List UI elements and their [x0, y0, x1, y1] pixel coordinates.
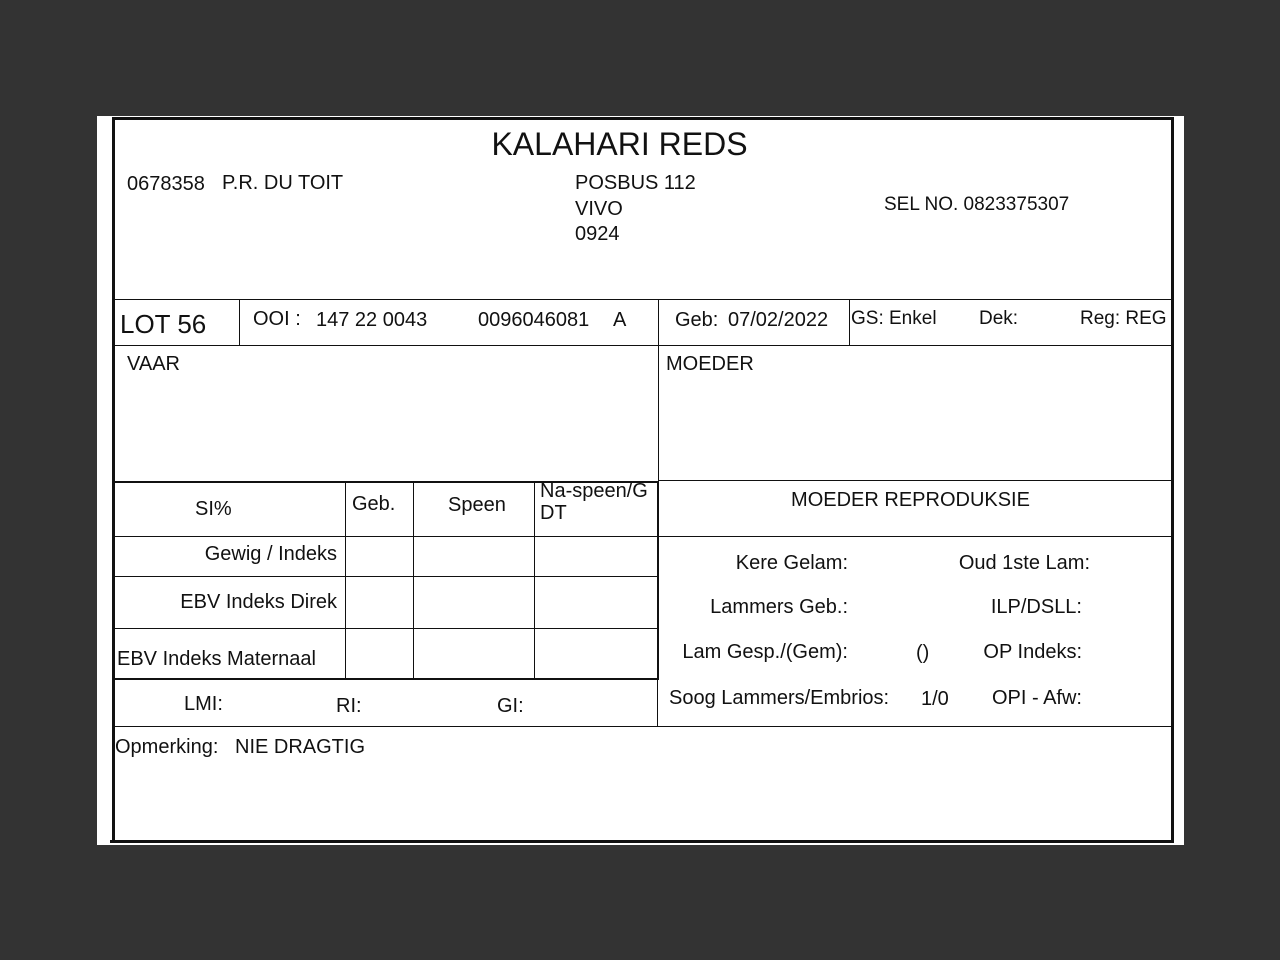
- line-center-parents: [658, 345, 659, 482]
- line-lot-top: [113, 299, 1173, 300]
- line-lot-div-2: [658, 299, 659, 346]
- line-si-row-1: [113, 576, 659, 577]
- frame-left: [112, 117, 115, 843]
- sire-label: VAAR: [127, 353, 180, 375]
- line-si-col-2: [413, 482, 414, 679]
- si-row-gewig: Gewig / Indeks: [204, 543, 337, 565]
- line-lot-div-1: [239, 299, 240, 346]
- lot-card: [97, 116, 1184, 845]
- si-header-speen: Speen: [448, 494, 506, 516]
- address-line-1: POSBUS 112: [575, 172, 696, 194]
- si-row-ebv-direk: EBV Indeks Direk: [180, 591, 337, 613]
- line-si-header: [113, 536, 659, 537]
- lammers-geb-label: Lammers Geb.:: [710, 596, 848, 618]
- phone-number: SEL NO. 0823375307: [884, 194, 1070, 215]
- remarks-value: NIE DRAGTIG: [235, 736, 366, 758]
- dam-label: MOEDER: [666, 353, 754, 375]
- registration: Reg: REG: [1080, 308, 1167, 329]
- line-si-col-1: [345, 482, 346, 679]
- oud-1ste-lam-label: Oud 1ste Lam:: [958, 552, 1090, 574]
- frame-top: [113, 117, 1174, 120]
- ooi-label: OOI :: [253, 308, 301, 330]
- address-line-3: 0924: [575, 223, 620, 245]
- breeder-number: 0678358: [127, 173, 205, 195]
- mating-label: Dek:: [979, 308, 1019, 329]
- ilp-dsll-label: ILP/DSLL:: [990, 596, 1082, 618]
- breeder-name: P.R. DU TOIT: [222, 172, 344, 194]
- repro-title: MOEDER REPRODUKSIE: [791, 489, 1030, 511]
- lmi-label: LMI:: [184, 693, 223, 715]
- birth-date-label: Geb:: [675, 309, 719, 331]
- lot-number: LOT 56: [120, 309, 207, 339]
- line-indices-bottom: [113, 726, 1173, 727]
- kere-gelam-label: Kere Gelam:: [735, 552, 848, 574]
- si-header-si: SI%: [195, 498, 232, 520]
- gi-label: GI:: [497, 695, 524, 717]
- soog-lammers-value: 1/0: [921, 688, 949, 710]
- birth-date: 07/02/2022: [728, 309, 829, 331]
- lam-gesp-value: (): [916, 642, 930, 664]
- ooi-number: 147 22 0043: [316, 309, 428, 331]
- line-parents-bottom-right: [658, 480, 1173, 481]
- ri-label: RI:: [336, 695, 362, 717]
- line-si-col-3: [534, 482, 535, 679]
- line-lot-bottom: [113, 345, 1173, 346]
- line-si-bottom: [113, 678, 659, 680]
- line-repro-header: [658, 536, 1173, 537]
- si-header-geb: Geb.: [352, 493, 396, 515]
- remarks-label: Opmerking:: [115, 736, 219, 758]
- op-indeks-label: OP Indeks:: [983, 641, 1082, 663]
- card-title: KALAHARI REDS: [491, 126, 748, 162]
- birth-status: GS: Enkel: [851, 308, 937, 329]
- si-header-naspeen: Na-speen/GDT: [540, 480, 648, 524]
- line-si-row-2: [113, 628, 659, 629]
- opi-afw-label: OPI - Afw:: [991, 687, 1082, 709]
- si-row-ebv-maternaal: EBV Indeks Maternaal: [117, 648, 316, 670]
- id-suffix: A: [613, 309, 627, 331]
- soog-lammers-label: Soog Lammers/Embrios:: [669, 687, 890, 709]
- line-lot-div-3: [849, 299, 850, 346]
- address-line-2: VIVO: [575, 198, 623, 220]
- line-center-lower: [657, 679, 658, 727]
- frame-bottom: [110, 840, 1172, 843]
- id-number: 0096046081: [478, 309, 590, 331]
- lam-gesp-label: Lam Gesp./(Gem):: [682, 641, 848, 663]
